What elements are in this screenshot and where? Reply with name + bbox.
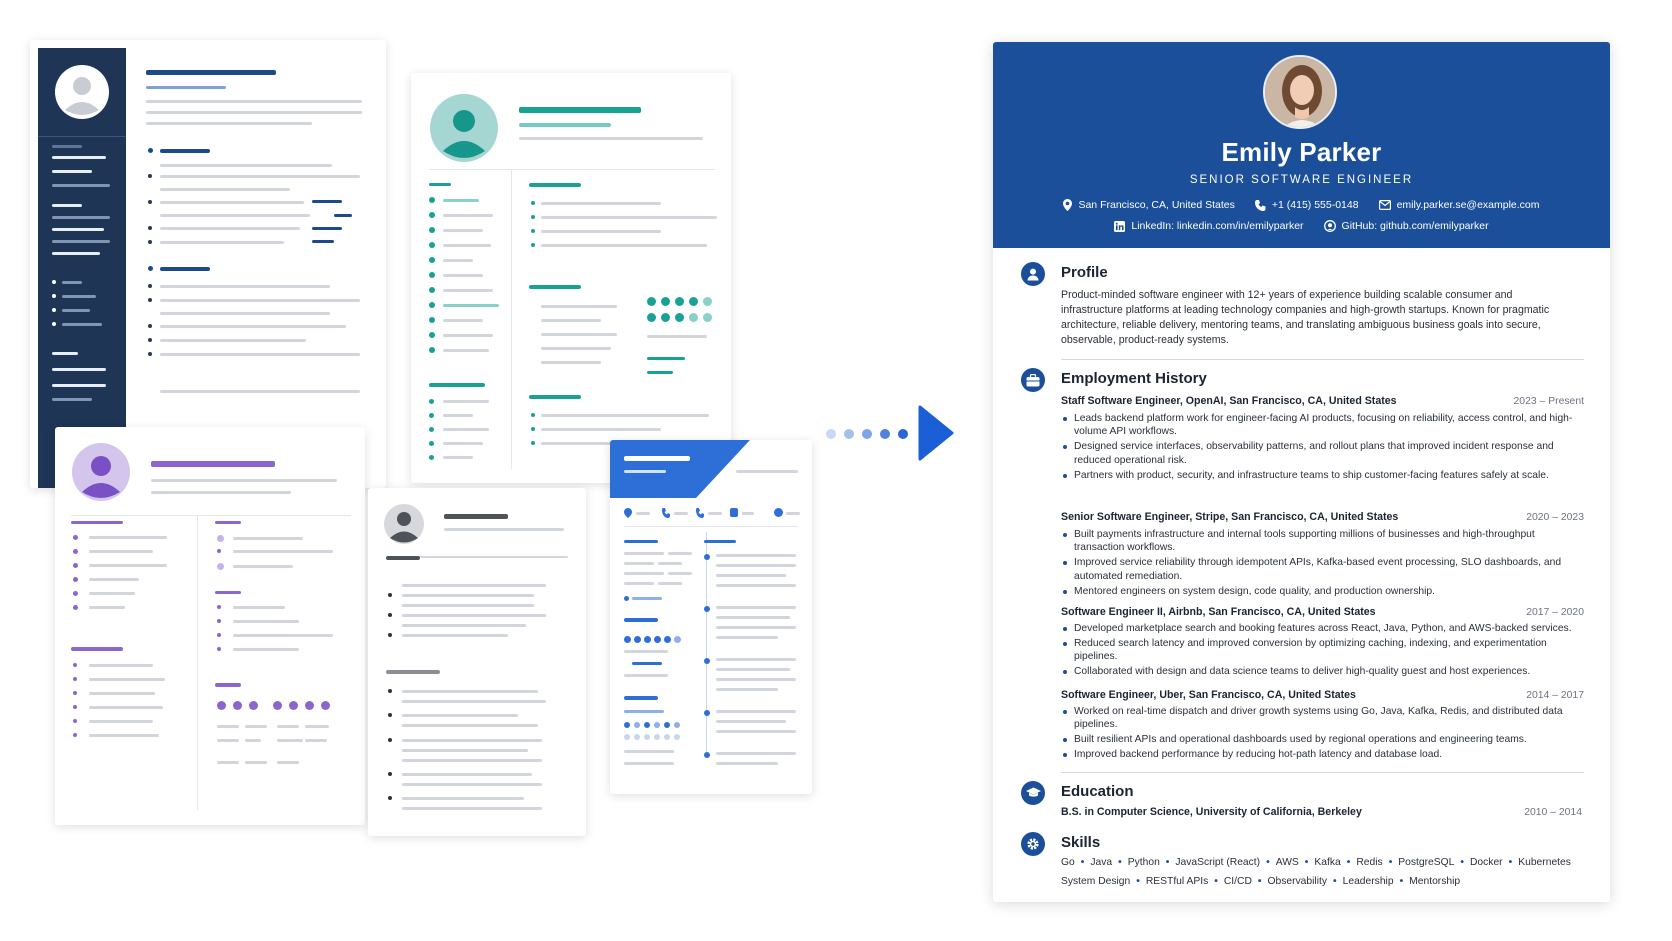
list-item: Partners with product, security, and infrastructure teams to ship customer-facing features safely at scale.	[1061, 469, 1584, 482]
skill-item: Java	[1090, 857, 1113, 868]
resume-header	[993, 42, 1610, 248]
skill-item: System Design	[1061, 876, 1131, 887]
employment-heading: Employment History	[1061, 370, 1207, 387]
skill-item: Mentorship	[1409, 876, 1461, 887]
phone-icon	[662, 508, 670, 518]
template-card-gray[interactable]	[368, 488, 586, 836]
education-degree: B.S. in Computer Science, University of California, Berkeley	[1061, 806, 1362, 818]
job-dates: 2014 – 2017	[1526, 690, 1584, 701]
education-dates: 2010 – 2014	[1524, 807, 1582, 818]
skill-separator: •	[1399, 876, 1404, 887]
square-icon	[730, 508, 738, 517]
skill-item: PostgreSQL	[1398, 857, 1455, 868]
list-item: Built resilient APIs and operational dashboards used by regional operations and engineering teams.	[1061, 733, 1584, 746]
list-item: Reduced search latency and improved conversion by optimizing caching, indexing, and experimentation pipelines.	[1061, 637, 1584, 664]
template-card-teal[interactable]	[411, 73, 731, 483]
job-dates: 2023 – Present	[1513, 396, 1584, 407]
contact-linkedin[interactable]: LinkedIn: linkedin.com/in/emilyparker	[1114, 220, 1303, 232]
contact-location: San Francisco, CA, United States	[1063, 199, 1234, 211]
template-card-navy[interactable]	[30, 40, 386, 488]
banner-shape	[610, 440, 812, 498]
profile-photo	[1263, 55, 1337, 129]
job-bullets	[1061, 412, 1584, 484]
skill-separator: •	[1214, 876, 1218, 887]
avatar-icon	[383, 503, 425, 545]
skill-separator: •	[1136, 876, 1140, 887]
skill-item: Go	[1061, 857, 1075, 868]
job-bullets	[1061, 705, 1584, 763]
list-item: Designed service interfaces, observability patterns, and rollout plans that improved incident response and reduced operational risk.	[1061, 440, 1584, 467]
phone-icon	[1255, 200, 1266, 211]
job-title: Staff Software Engineer, OpenAI, San Francisco, CA, United States	[1061, 395, 1397, 407]
linkedin-icon	[1114, 221, 1125, 232]
list-item: Worked on real-time dispatch and driver growth systems using Go, Java, Kafka, Redis, and distributed data pipelines.	[1061, 705, 1584, 732]
person-icon	[1026, 267, 1040, 281]
education-heading: Education	[1061, 783, 1134, 800]
avatar-icon	[71, 442, 131, 502]
list-item: Leads backend platform work for engineer-facing AI products, focusing on reliability, access control, and high-volume API workflows.	[1061, 412, 1584, 439]
skill-item: Leadership	[1342, 876, 1394, 887]
graduation-cap-icon	[1026, 787, 1041, 799]
avatar-icon	[54, 64, 110, 120]
skill-separator: •	[1508, 857, 1513, 868]
skills-section-icon	[1021, 832, 1045, 856]
list-item: Collaborated with design and data science teams to deliver high-quality guest and host experiences.	[1061, 665, 1584, 678]
list-item: Mentored engineers on system design, code quality, and production ownership.	[1061, 585, 1584, 598]
contact-row-2	[993, 220, 1610, 232]
skill-item: Python	[1127, 857, 1160, 868]
job-dates: 2020 – 2023	[1526, 512, 1584, 523]
job-bullets	[1061, 528, 1584, 600]
email-icon	[1379, 200, 1391, 210]
skill-separator: •	[1266, 857, 1270, 868]
location-icon	[624, 508, 632, 518]
contact-github[interactable]: GitHub: github.com/emilyparker	[1324, 220, 1489, 232]
list-item: Built payments infrastructure and internal tools supporting millions of businesses and high-throughput transaction workflows.	[1061, 528, 1584, 555]
skills-heading: Skills	[1061, 834, 1101, 851]
skill-item: RESTful APIs	[1145, 876, 1209, 887]
skill-separator: •	[1346, 857, 1351, 868]
briefcase-icon	[1026, 374, 1040, 387]
skill-item: CI/CD	[1223, 876, 1252, 887]
job-title: Software Engineer II, Airbnb, San Francisco, CA, United States	[1061, 606, 1376, 618]
profile-section-icon	[1021, 262, 1045, 286]
list-item: Improved backend performance by reducing hot-path latency and database load.	[1061, 748, 1584, 761]
skill-item: JavaScript (React)	[1175, 857, 1261, 868]
skill-separator: •	[1080, 857, 1085, 868]
skills-list	[1061, 876, 1460, 887]
resume-title: SENIOR SOFTWARE ENGINEER	[1189, 174, 1414, 186]
avatar-icon	[429, 93, 499, 163]
list-item: Improved service reliability through idempotent APIs, Kafka-based event processing, SLO dashboards, and automated remediation.	[1061, 556, 1584, 583]
skill-separator: •	[1333, 876, 1337, 887]
skill-item: Redis	[1356, 857, 1383, 868]
job-dates: 2017 – 2020	[1526, 607, 1584, 618]
skill-separator: •	[1388, 857, 1393, 868]
contact-phone[interactable]: +1 (415) 555-0148	[1255, 199, 1359, 211]
skill-separator: •	[1118, 857, 1122, 868]
skill-separator: •	[1165, 857, 1170, 868]
skill-item: Docker	[1470, 857, 1503, 868]
template-card-blue[interactable]	[610, 440, 812, 794]
resume-name: Emily Parker	[1221, 137, 1382, 167]
location-pin-icon	[1063, 199, 1072, 211]
skill-separator: •	[1257, 876, 1262, 887]
skill-separator: •	[1460, 857, 1464, 868]
contact-row-1	[993, 199, 1610, 211]
job-title: Software Engineer, Uber, San Francisco, CA, United States	[1061, 689, 1356, 701]
skills-list	[1061, 857, 1571, 868]
section-divider	[1061, 772, 1584, 773]
skill-item: Observability	[1267, 876, 1327, 887]
phone-icon	[696, 508, 704, 518]
skill-item: AWS	[1275, 857, 1299, 868]
resume-document	[993, 42, 1610, 902]
job-bullets	[1061, 622, 1584, 680]
github-icon	[1324, 220, 1336, 232]
arrow-head-icon	[918, 405, 954, 461]
job-title: Senior Software Engineer, Stripe, San Francisco, CA, United States	[1061, 511, 1399, 523]
employment-section-icon	[1021, 368, 1045, 392]
template-card-purple[interactable]	[55, 427, 365, 825]
gear-icon	[1026, 837, 1040, 851]
profile-summary: Product-minded software engineer with 12+ years of experience building scalable consumer and infrastructure platforms at leading technology companies and high-growth startups. Known for pragmatic architecture, reliable delivery, mentoring teams, and translating ambiguous business goals into secure, observable, product-ready systems.	[1061, 289, 1550, 346]
profile-heading: Profile	[1061, 264, 1108, 281]
list-item: Developed marketplace search and booking features across React, Java, Python, and AWS-backed services.	[1061, 622, 1584, 635]
education-section-icon	[1021, 781, 1045, 805]
section-divider	[1061, 359, 1584, 360]
contact-email[interactable]: emily.parker.se@example.com	[1379, 199, 1540, 211]
skill-item: Kubernetes	[1518, 857, 1571, 868]
skill-item: Kafka	[1314, 857, 1341, 868]
skill-separator: •	[1304, 857, 1309, 868]
